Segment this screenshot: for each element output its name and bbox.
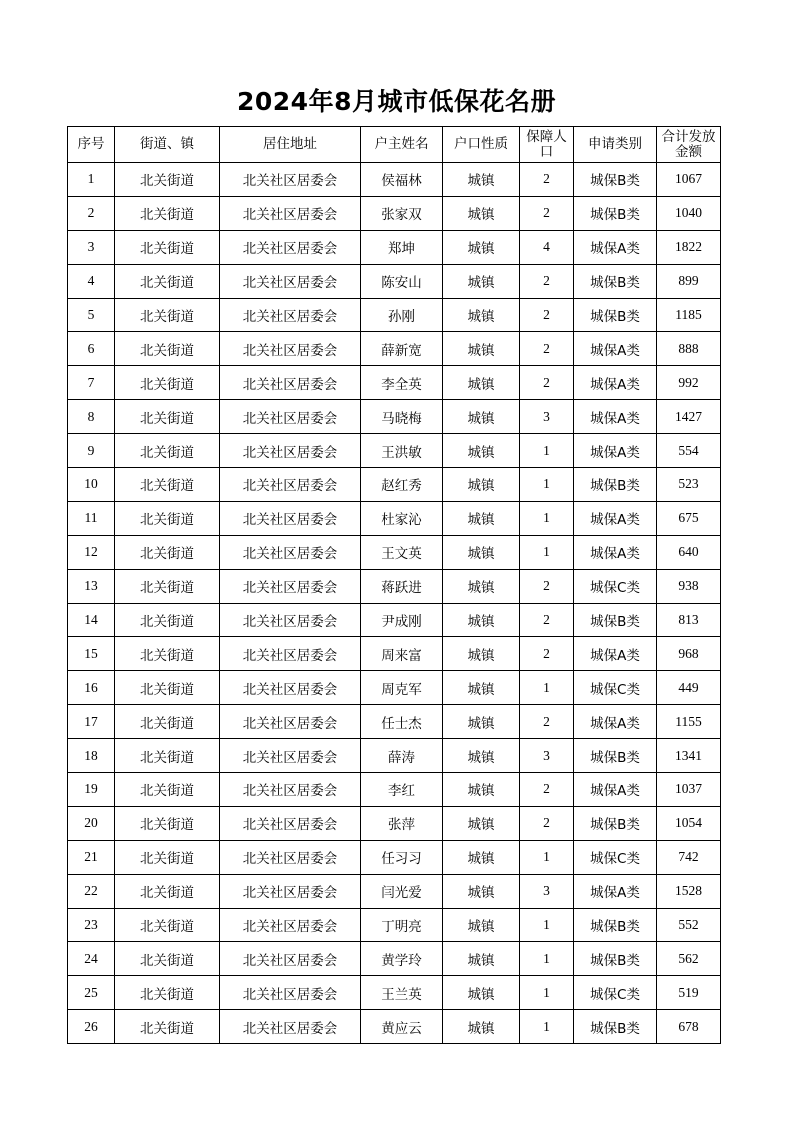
table-row <box>68 264 721 298</box>
address-cell: 北关社区居委会 <box>220 637 361 671</box>
header-street: 街道、镇 <box>115 127 220 163</box>
covered-people-cell: 2 <box>520 298 574 332</box>
householder-cell: 侯福林 <box>361 163 443 197</box>
category-cell: 城保A类 <box>574 434 657 468</box>
category-cell: 城保A类 <box>574 501 657 535</box>
category-cell: 城保B类 <box>574 806 657 840</box>
street-cell: 北关街道 <box>115 942 220 976</box>
serial-cell: 24 <box>68 942 115 976</box>
street-cell: 北关街道 <box>115 468 220 502</box>
householder-cell: 李红 <box>361 773 443 807</box>
table-row <box>68 739 721 773</box>
street-cell: 北关街道 <box>115 1010 220 1044</box>
hukou-type-cell: 城镇 <box>443 569 520 603</box>
householder-cell: 薛新宽 <box>361 332 443 366</box>
amount-cell: 1427 <box>657 400 721 434</box>
category-cell: 城保C类 <box>574 976 657 1010</box>
address-cell: 北关社区居委会 <box>220 468 361 502</box>
table-row <box>68 230 721 264</box>
amount-cell: 562 <box>657 942 721 976</box>
street-cell: 北关街道 <box>115 400 220 434</box>
covered-people-cell: 1 <box>520 671 574 705</box>
category-cell: 城保A类 <box>574 773 657 807</box>
hukou-type-cell: 城镇 <box>443 535 520 569</box>
street-cell: 北关街道 <box>115 332 220 366</box>
amount-cell: 968 <box>657 637 721 671</box>
table-row <box>68 163 721 197</box>
hukou-type-cell: 城镇 <box>443 468 520 502</box>
covered-people-cell: 1 <box>520 1010 574 1044</box>
address-cell: 北关社区居委会 <box>220 840 361 874</box>
table-row <box>68 1010 721 1044</box>
serial-cell: 20 <box>68 806 115 840</box>
householder-cell: 孙刚 <box>361 298 443 332</box>
category-cell: 城保B类 <box>574 1010 657 1044</box>
serial-cell: 13 <box>68 569 115 603</box>
table-row <box>68 196 721 230</box>
amount-cell: 640 <box>657 535 721 569</box>
address-cell: 北关社区居委会 <box>220 196 361 230</box>
serial-cell: 9 <box>68 434 115 468</box>
table-header <box>68 127 721 163</box>
serial-cell: 1 <box>68 163 115 197</box>
table-row <box>68 501 721 535</box>
serial-cell: 12 <box>68 535 115 569</box>
serial-cell: 23 <box>68 908 115 942</box>
hukou-type-cell: 城镇 <box>443 773 520 807</box>
hukou-type-cell: 城镇 <box>443 501 520 535</box>
table-row <box>68 806 721 840</box>
address-cell: 北关社区居委会 <box>220 366 361 400</box>
serial-cell: 6 <box>68 332 115 366</box>
hukou-type-cell: 城镇 <box>443 976 520 1010</box>
amount-cell: 519 <box>657 976 721 1010</box>
covered-people-cell: 2 <box>520 569 574 603</box>
amount-cell: 742 <box>657 840 721 874</box>
serial-cell: 8 <box>68 400 115 434</box>
table-row <box>68 366 721 400</box>
covered-people-cell: 2 <box>520 637 574 671</box>
householder-cell: 王兰英 <box>361 976 443 1010</box>
amount-cell: 1067 <box>657 163 721 197</box>
street-cell: 北关街道 <box>115 535 220 569</box>
category-cell: 城保C类 <box>574 840 657 874</box>
householder-cell: 郑坤 <box>361 230 443 264</box>
table-row <box>68 908 721 942</box>
hukou-type-cell: 城镇 <box>443 230 520 264</box>
header-serial: 序号 <box>68 127 115 163</box>
category-cell: 城保C类 <box>574 569 657 603</box>
table-row <box>68 569 721 603</box>
street-cell: 北关街道 <box>115 705 220 739</box>
street-cell: 北关街道 <box>115 163 220 197</box>
householder-cell: 任习习 <box>361 840 443 874</box>
hukou-type-cell: 城镇 <box>443 196 520 230</box>
amount-cell: 523 <box>657 468 721 502</box>
street-cell: 北关街道 <box>115 434 220 468</box>
address-cell: 北关社区居委会 <box>220 434 361 468</box>
address-cell: 北关社区居委会 <box>220 332 361 366</box>
table-row <box>68 332 721 366</box>
street-cell: 北关街道 <box>115 569 220 603</box>
householder-cell: 蒋跃进 <box>361 569 443 603</box>
street-cell: 北关街道 <box>115 840 220 874</box>
covered-people-cell: 4 <box>520 230 574 264</box>
category-cell: 城保B类 <box>574 739 657 773</box>
amount-cell: 1341 <box>657 739 721 773</box>
table-row <box>68 535 721 569</box>
householder-cell: 任士杰 <box>361 705 443 739</box>
street-cell: 北关街道 <box>115 773 220 807</box>
address-cell: 北关社区居委会 <box>220 501 361 535</box>
householder-cell: 黄应云 <box>361 1010 443 1044</box>
hukou-type-cell: 城镇 <box>443 434 520 468</box>
serial-cell: 7 <box>68 366 115 400</box>
table-row <box>68 705 721 739</box>
hukou-type-cell: 城镇 <box>443 400 520 434</box>
householder-cell: 杜家沁 <box>361 501 443 535</box>
householder-cell: 马晓梅 <box>361 400 443 434</box>
hukou-type-cell: 城镇 <box>443 332 520 366</box>
table-row <box>68 637 721 671</box>
covered-people-cell: 1 <box>520 976 574 1010</box>
covered-people-cell: 2 <box>520 196 574 230</box>
header-total-amount: 合计发放金额 <box>657 127 721 163</box>
amount-cell: 938 <box>657 569 721 603</box>
category-cell: 城保A类 <box>574 400 657 434</box>
category-cell: 城保A类 <box>574 874 657 908</box>
street-cell: 北关街道 <box>115 671 220 705</box>
serial-cell: 18 <box>68 739 115 773</box>
header-hukou-type: 户口性质 <box>443 127 520 163</box>
address-cell: 北关社区居委会 <box>220 1010 361 1044</box>
amount-cell: 552 <box>657 908 721 942</box>
address-cell: 北关社区居委会 <box>220 671 361 705</box>
table-row <box>68 400 721 434</box>
category-cell: 城保B类 <box>574 264 657 298</box>
householder-cell: 周克军 <box>361 671 443 705</box>
covered-people-cell: 2 <box>520 366 574 400</box>
table-body <box>68 163 721 1044</box>
table-row <box>68 468 721 502</box>
covered-people-cell: 1 <box>520 468 574 502</box>
serial-cell: 5 <box>68 298 115 332</box>
address-cell: 北关社区居委会 <box>220 874 361 908</box>
category-cell: 城保B类 <box>574 163 657 197</box>
table-row <box>68 976 721 1010</box>
street-cell: 北关街道 <box>115 264 220 298</box>
covered-people-cell: 1 <box>520 840 574 874</box>
hukou-type-cell: 城镇 <box>443 840 520 874</box>
amount-cell: 554 <box>657 434 721 468</box>
address-cell: 北关社区居委会 <box>220 230 361 264</box>
amount-cell: 813 <box>657 603 721 637</box>
category-cell: 城保B类 <box>574 942 657 976</box>
address-cell: 北关社区居委会 <box>220 705 361 739</box>
hukou-type-cell: 城镇 <box>443 671 520 705</box>
address-cell: 北关社区居委会 <box>220 569 361 603</box>
address-cell: 北关社区居委会 <box>220 908 361 942</box>
street-cell: 北关街道 <box>115 874 220 908</box>
hukou-type-cell: 城镇 <box>443 806 520 840</box>
amount-cell: 1822 <box>657 230 721 264</box>
category-cell: 城保A类 <box>574 637 657 671</box>
amount-cell: 1528 <box>657 874 721 908</box>
table-row <box>68 603 721 637</box>
street-cell: 北关街道 <box>115 739 220 773</box>
street-cell: 北关街道 <box>115 196 220 230</box>
category-cell: 城保B类 <box>574 603 657 637</box>
category-cell: 城保B类 <box>574 908 657 942</box>
householder-cell: 丁明亮 <box>361 908 443 942</box>
hukou-type-cell: 城镇 <box>443 874 520 908</box>
address-cell: 北关社区居委会 <box>220 535 361 569</box>
table-row <box>68 773 721 807</box>
address-cell: 北关社区居委会 <box>220 739 361 773</box>
street-cell: 北关街道 <box>115 366 220 400</box>
covered-people-cell: 3 <box>520 874 574 908</box>
header-row <box>68 127 721 163</box>
category-cell: 城保A类 <box>574 366 657 400</box>
covered-people-cell: 2 <box>520 806 574 840</box>
hukou-type-cell: 城镇 <box>443 298 520 332</box>
hukou-type-cell: 城镇 <box>443 603 520 637</box>
covered-people-cell: 1 <box>520 434 574 468</box>
serial-cell: 17 <box>68 705 115 739</box>
householder-cell: 黄学玲 <box>361 942 443 976</box>
page-title: 2024年8月城市低保花名册 <box>237 87 556 116</box>
amount-cell: 1054 <box>657 806 721 840</box>
hukou-type-cell: 城镇 <box>443 264 520 298</box>
covered-people-cell: 1 <box>520 942 574 976</box>
serial-cell: 26 <box>68 1010 115 1044</box>
address-cell: 北关社区居委会 <box>220 400 361 434</box>
street-cell: 北关街道 <box>115 637 220 671</box>
serial-cell: 16 <box>68 671 115 705</box>
address-cell: 北关社区居委会 <box>220 603 361 637</box>
householder-cell: 尹成刚 <box>361 603 443 637</box>
address-cell: 北关社区居委会 <box>220 773 361 807</box>
householder-cell: 王洪敏 <box>361 434 443 468</box>
amount-cell: 899 <box>657 264 721 298</box>
amount-cell: 449 <box>657 671 721 705</box>
serial-cell: 4 <box>68 264 115 298</box>
address-cell: 北关社区居委会 <box>220 163 361 197</box>
householder-cell: 张家双 <box>361 196 443 230</box>
amount-cell: 1037 <box>657 773 721 807</box>
serial-cell: 25 <box>68 976 115 1010</box>
hukou-type-cell: 城镇 <box>443 163 520 197</box>
street-cell: 北关街道 <box>115 976 220 1010</box>
covered-people-cell: 2 <box>520 264 574 298</box>
covered-people-cell: 3 <box>520 739 574 773</box>
hukou-type-cell: 城镇 <box>443 637 520 671</box>
householder-cell: 闫光爱 <box>361 874 443 908</box>
amount-cell: 678 <box>657 1010 721 1044</box>
serial-cell: 19 <box>68 773 115 807</box>
street-cell: 北关街道 <box>115 501 220 535</box>
category-cell: 城保A类 <box>574 535 657 569</box>
serial-cell: 10 <box>68 468 115 502</box>
householder-cell: 李全英 <box>361 366 443 400</box>
hukou-type-cell: 城镇 <box>443 739 520 773</box>
serial-cell: 15 <box>68 637 115 671</box>
householder-cell: 薛涛 <box>361 739 443 773</box>
address-cell: 北关社区居委会 <box>220 806 361 840</box>
table-row <box>68 298 721 332</box>
covered-people-cell: 1 <box>520 535 574 569</box>
category-cell: 城保A类 <box>574 230 657 264</box>
covered-people-cell: 2 <box>520 163 574 197</box>
hukou-type-cell: 城镇 <box>443 1010 520 1044</box>
amount-cell: 888 <box>657 332 721 366</box>
amount-cell: 1185 <box>657 298 721 332</box>
street-cell: 北关街道 <box>115 298 220 332</box>
roster-table <box>67 126 721 1044</box>
category-cell: 城保B类 <box>574 298 657 332</box>
amount-cell: 1155 <box>657 705 721 739</box>
covered-people-cell: 2 <box>520 603 574 637</box>
serial-cell: 2 <box>68 196 115 230</box>
header-category: 申请类别 <box>574 127 657 163</box>
serial-cell: 22 <box>68 874 115 908</box>
householder-cell: 陈安山 <box>361 264 443 298</box>
table-row <box>68 434 721 468</box>
hukou-type-cell: 城镇 <box>443 942 520 976</box>
category-cell: 城保B类 <box>574 468 657 502</box>
street-cell: 北关街道 <box>115 603 220 637</box>
address-cell: 北关社区居委会 <box>220 976 361 1010</box>
address-cell: 北关社区居委会 <box>220 298 361 332</box>
address-cell: 北关社区居委会 <box>220 264 361 298</box>
header-address: 居住地址 <box>220 127 361 163</box>
category-cell: 城保A类 <box>574 705 657 739</box>
amount-cell: 675 <box>657 501 721 535</box>
address-cell: 北关社区居委会 <box>220 942 361 976</box>
householder-cell: 张萍 <box>361 806 443 840</box>
householder-cell: 赵红秀 <box>361 468 443 502</box>
header-householder: 户主姓名 <box>361 127 443 163</box>
serial-cell: 11 <box>68 501 115 535</box>
amount-cell: 1040 <box>657 196 721 230</box>
serial-cell: 3 <box>68 230 115 264</box>
street-cell: 北关街道 <box>115 806 220 840</box>
householder-cell: 周来富 <box>361 637 443 671</box>
header-covered-people: 保障人口 <box>520 127 574 163</box>
serial-cell: 14 <box>68 603 115 637</box>
hukou-type-cell: 城镇 <box>443 705 520 739</box>
category-cell: 城保C类 <box>574 671 657 705</box>
table-row <box>68 942 721 976</box>
table-row <box>68 671 721 705</box>
covered-people-cell: 1 <box>520 908 574 942</box>
covered-people-cell: 1 <box>520 501 574 535</box>
street-cell: 北关街道 <box>115 230 220 264</box>
street-cell: 北关街道 <box>115 908 220 942</box>
covered-people-cell: 2 <box>520 332 574 366</box>
serial-cell: 21 <box>68 840 115 874</box>
hukou-type-cell: 城镇 <box>443 908 520 942</box>
table-row <box>68 874 721 908</box>
hukou-type-cell: 城镇 <box>443 366 520 400</box>
covered-people-cell: 3 <box>520 400 574 434</box>
table-row <box>68 840 721 874</box>
category-cell: 城保A类 <box>574 332 657 366</box>
category-cell: 城保B类 <box>574 196 657 230</box>
covered-people-cell: 2 <box>520 705 574 739</box>
amount-cell: 992 <box>657 366 721 400</box>
covered-people-cell: 2 <box>520 773 574 807</box>
householder-cell: 王文英 <box>361 535 443 569</box>
